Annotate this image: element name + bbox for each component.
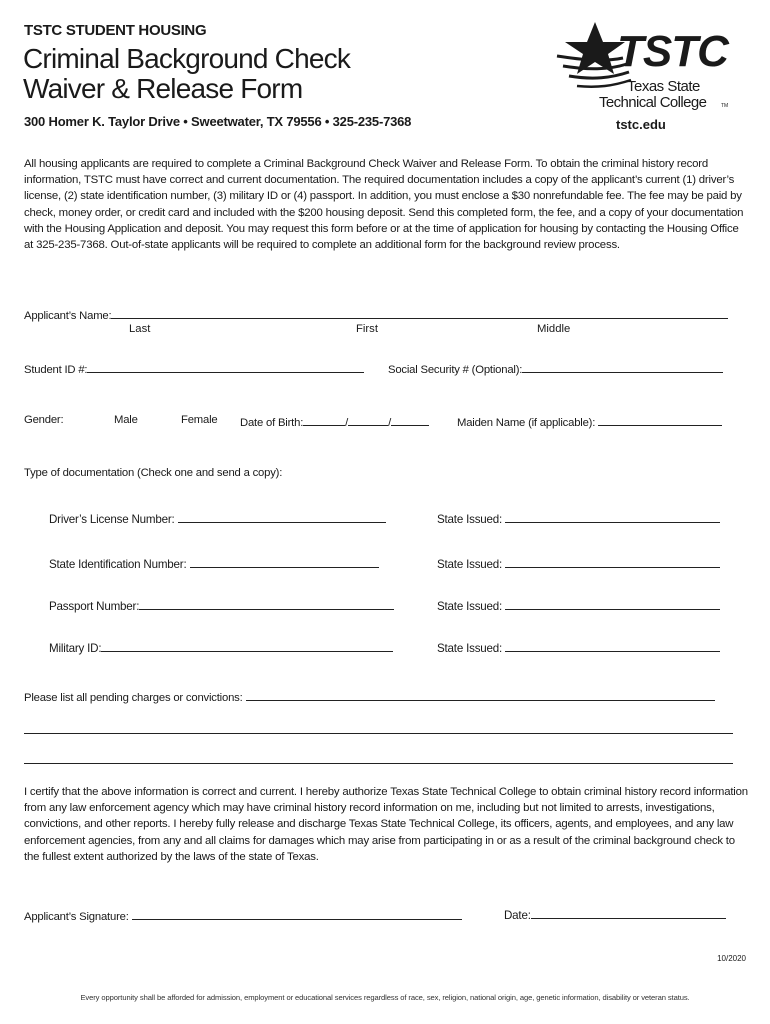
ssn-label: Social Security # (Optional):: [388, 364, 523, 376]
ssn-field[interactable]: [522, 361, 723, 373]
date-row: [504, 907, 726, 922]
applicant-name-row: [24, 307, 728, 322]
drivers-license-field[interactable]: [178, 511, 386, 523]
applicant-name-field[interactable]: [111, 307, 728, 319]
form-version: 10/2020: [717, 954, 746, 963]
state-id-field[interactable]: [190, 556, 379, 568]
website: tstc.edu: [616, 117, 666, 132]
logo-wordmark: TSTC: [617, 27, 728, 76]
passport-state-label: State Issued:: [437, 600, 503, 613]
applicant-name-label: Applicant’s Name:: [24, 310, 112, 322]
date-field[interactable]: [531, 907, 726, 919]
signature-field[interactable]: [132, 908, 462, 920]
form-title-line1: Criminal Background Check: [23, 43, 351, 74]
maiden-name-row: [457, 414, 722, 429]
org-name: TSTC STUDENT HOUSING: [24, 22, 207, 39]
form-title: [23, 44, 350, 104]
military-id-field[interactable]: [101, 640, 393, 652]
military-id-state-field[interactable]: [505, 640, 720, 652]
military-id-row: [49, 640, 393, 655]
ssn-row: [388, 361, 723, 376]
signature-label: Applicant’s Signature:: [24, 911, 129, 923]
state-id-state-field[interactable]: [505, 556, 720, 568]
signature-row: [24, 908, 462, 923]
charges-line-3[interactable]: [24, 763, 733, 764]
dob-year-field[interactable]: [391, 414, 429, 426]
certification-paragraph: I certify that the above information is correct and current. I hereby authorize Texas State Technical College to obtain criminal history record information from any law enforcement agency which may have criminal history record information on me, including but not limited to arrests, investigations, convictions, and other reports. I hereby fully release and discharge Texas State Technical College, its officers, agents, and employees, and any law enforcement agencies, from any and all claims for damages which may arise from participating in or as a result of the criminal background check to the fullest extent authorized by the laws of the state of Texas.: [24, 786, 748, 863]
gender-male-option[interactable]: Male: [114, 414, 138, 426]
dob-day-field[interactable]: [348, 414, 388, 426]
charges-line-2[interactable]: [24, 733, 733, 734]
military-id-state-row: [437, 640, 720, 655]
drivers-license-label: Driver’s License Number:: [49, 513, 175, 526]
state-id-row: [49, 556, 379, 571]
student-id-label: Student ID #:: [24, 364, 88, 376]
intro-paragraph: All housing applicants are required to complete a Criminal Background Check Waiver and Release Form. To obtain the criminal history record information, TSTC must have correct and current documentation. The required documentation includes a copy of the applicant’s current (1) driver’s license, (2) state identification number, (3) military ID or (4) passport. In addition, you must enclose a $30 nonrefundable fee. The fee may be paid by check, money order, or credit card and included with the $200 housing deposit. Send this completed form, the fee, and a copy of your documentation with the Housing Application and deposit. You may request this form before or at the time of application for housing by contacting the Housing Office at 325-235-7368. Out-of-state applicants will be required to complete an additional form for the background review process.: [24, 158, 744, 252]
logo-tm: TM: [721, 103, 729, 109]
address: 300 Homer K. Taylor Drive • Sweetwater, TX 79556 • 325-235-7368: [24, 114, 412, 129]
date-label: Date:: [504, 909, 531, 922]
passport-state-row: [437, 598, 720, 613]
middle-name-caption: Middle: [537, 323, 571, 335]
charges-row: [24, 689, 715, 704]
logo-line2: Technical College: [599, 94, 707, 111]
drivers-license-state-row: [437, 511, 720, 526]
gender-label: Gender:: [24, 414, 64, 426]
state-id-state-label: State Issued:: [437, 558, 503, 571]
passport-field[interactable]: [139, 598, 394, 610]
state-id-label: State Identification Number:: [49, 558, 187, 571]
dob-month-field[interactable]: [303, 414, 345, 426]
student-id-field[interactable]: [87, 361, 364, 373]
first-name-caption: First: [356, 323, 378, 335]
dob-row: Date of Birth: / /: [240, 414, 429, 429]
charges-field[interactable]: [246, 689, 715, 701]
form-title-line2: Waiver & Release Form: [23, 73, 303, 104]
student-id-row: [24, 361, 364, 376]
state-id-state-row: [437, 556, 720, 571]
military-id-state-label: State Issued:: [437, 642, 503, 655]
military-id-label: Military ID:: [49, 642, 102, 655]
logo-line1: Texas State: [627, 78, 700, 95]
passport-label: Passport Number:: [49, 600, 140, 613]
equal-opportunity-footer: Every opportunity shall be afforded for admission, employment or educational services regardless of race, sex, religion, national origin, age, genetic information, disability or veteran status.: [80, 993, 690, 1002]
drivers-license-state-label: State Issued:: [437, 513, 503, 526]
gender-female-option[interactable]: Female: [181, 414, 218, 426]
documentation-heading: Type of documentation (Check one and send a copy):: [24, 467, 283, 479]
drivers-license-row: [49, 511, 386, 526]
charges-label: Please list all pending charges or convictions:: [24, 692, 243, 704]
maiden-name-label: Maiden Name (if applicable):: [457, 417, 596, 429]
dob-label: Date of Birth:: [240, 417, 304, 429]
drivers-license-state-field[interactable]: [505, 511, 720, 523]
last-name-caption: Last: [129, 323, 151, 335]
maiden-name-field[interactable]: [598, 414, 722, 426]
tstc-logo: [553, 18, 753, 114]
passport-row: [49, 598, 394, 613]
passport-state-field[interactable]: [505, 598, 720, 610]
